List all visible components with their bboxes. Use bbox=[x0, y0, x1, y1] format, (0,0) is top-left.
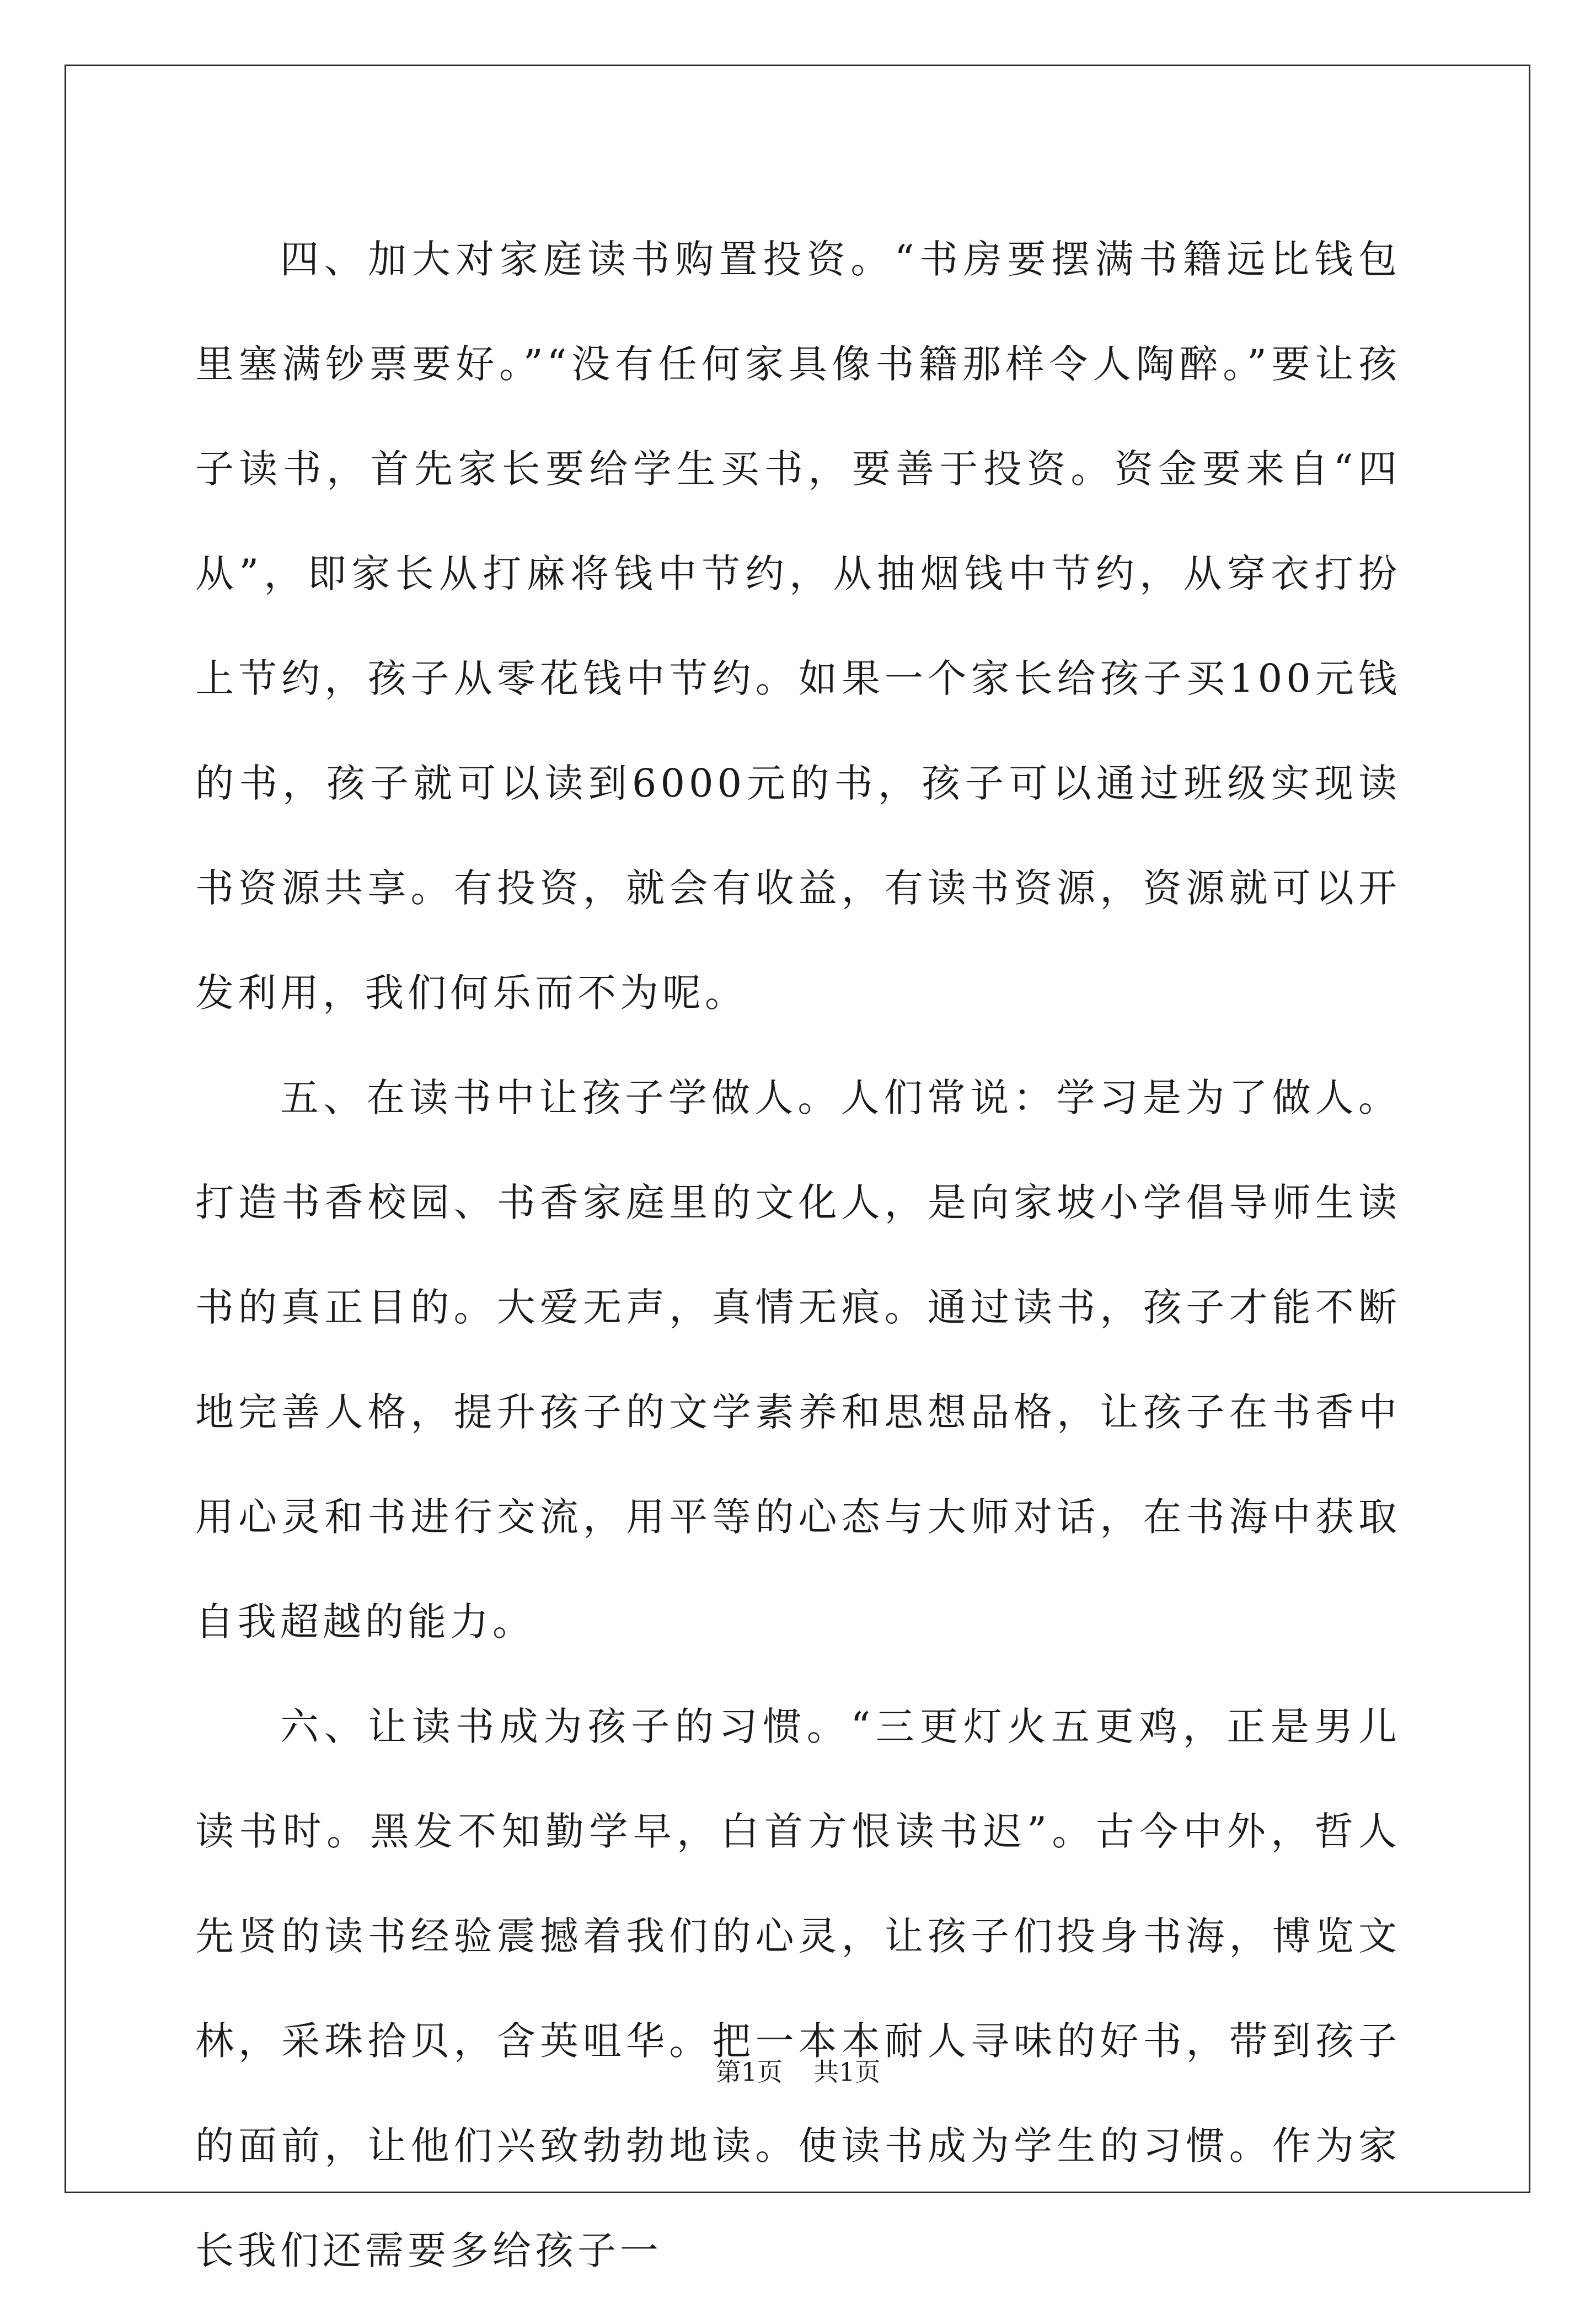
page-footer bbox=[0, 2055, 1596, 2088]
paragraph-six: 六、让读书成为孩子的习惯。“三更灯火五更鸡，正是男儿读书时。黑发不知勤学早，白首方恨读书迟”。古今中外，哲人先贤的读书经验震撼着我们的心灵，让孩子们投身书海，博览文林，采珠拾贝，含英咀华。把一本本耐人寻味的好书，带到孩子的面前，让他们兴致勃勃地读。使读书成为学生的习惯。作为家长我们还需要多给孩子一 bbox=[195, 1704, 1401, 2273]
page-number: 第1页 bbox=[715, 2057, 783, 2087]
document-body bbox=[195, 207, 1401, 2303]
paragraph-five: 五、在读书中让孩子学做人。人们常说：学习是为了做人。打造书香校园、书香家庭里的文化人，是向家坡小学倡导师生读书的真正目的。大爱无声，真情无痕。通过读书，孩子才能不断地完善人格，提升孩子的文学素养和思想品格，让孩子在书香中用心灵和书进行交流，用平等的心态与大师对话，在书海中获取自我超越的能力。 bbox=[195, 1075, 1401, 1644]
paragraph-four: 四、加大对家庭读书购置投资。“书房要摆满书籍远比钱包里塞满钞票要好。”“没有任何家具像书籍那样令人陶醉。”要让孩子读书，首先家长要给学生买书，要善于投资。资金要来自“四从”，即家长从打麻将钱中节约，从抽烟钱中节约，从穿衣打扮上节约，孩子从零花钱中节约。如果一个家长给孩子买100元钱的书，孩子就可以读到6000元的书，孩子可以通过班级实现读书资源共享。有投资，就会有收益，有读书资源，资源就可以开发利用，我们何乐而不为呢。 bbox=[195, 237, 1401, 1016]
page-total: 共1页 bbox=[813, 2057, 881, 2087]
